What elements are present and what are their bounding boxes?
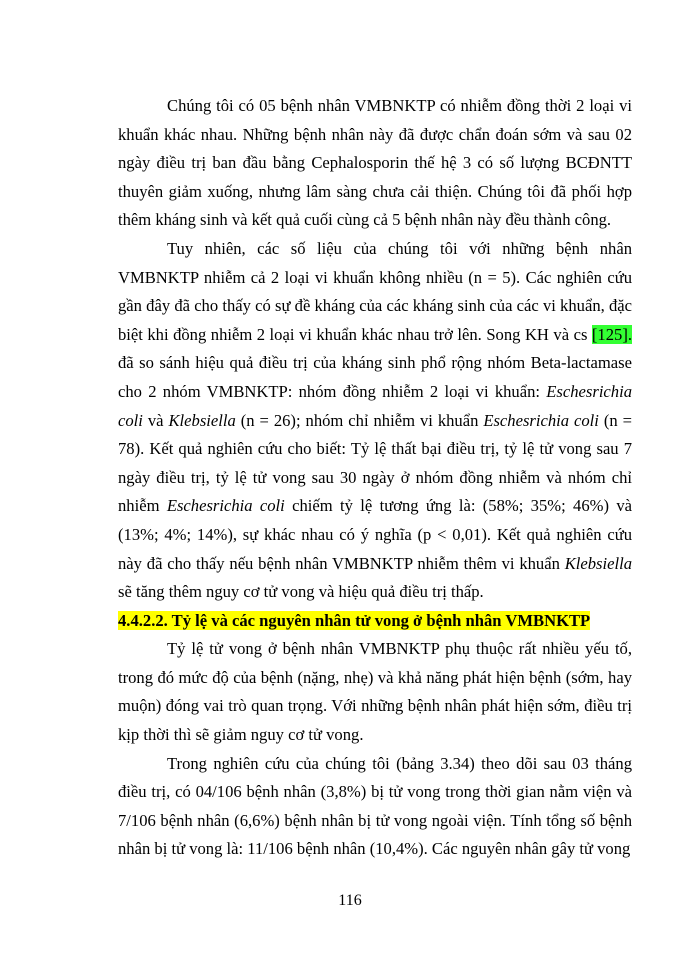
paragraph-2-text-a: Tuy nhiên, các số liệu của chúng tôi với những bệnh nhân VMBNKTP nhiễm cả 2 loại vi khuẩn không nhiều (n = 5). Các nghiên cứu gần đây đã cho thấy có sự đề kháng của các kháng sinh của các vi khuẩn, đặc biệt khi đồng nhiễm 2 loại vi khuẩn khác nhau trở lên. Song KH và cs: [118, 238, 632, 344]
section-heading: [118, 607, 632, 636]
paragraph-2-text-c: và: [142, 410, 169, 430]
paragraph-2-text-f: chiếm tỷ lệ tương ứng là: (58%; 35%; 46%) và (13%; 4%; 14%), sự khác nhau có ý nghĩa (p < 0,01). Kết quả nghiên cứu này đã cho thấy nếu bệnh nhân VMBNKTP nhiễm thêm vi khuẩn: [118, 496, 633, 573]
paragraph-2: [118, 235, 632, 607]
paragraph-2-text-e: (n = 78). Kết quả nghiên cứu cho biết: Tỷ lệ thất bại điều trị, tỷ lệ tử vong sau 7 ngày điều trị, tỷ lệ tử vong sau 30 ngày ở nhóm đồng nhiễm và nhóm chỉ nhiễm: [118, 410, 632, 516]
species-name: Klebsiella: [564, 553, 632, 573]
paragraph-2-text-d: (n = 26); nhóm chỉ nhiễm vi khuẩn: [235, 410, 484, 430]
paragraph-2-text-b: đã so sánh hiệu quả điều trị của kháng sinh phổ rộng nhóm Beta-lactamase cho 2 nhóm VMBNKTP: nhóm đồng nhiễm 2 loại vi khuẩn:: [118, 353, 632, 401]
species-name: Klebsiella: [168, 410, 236, 430]
species-name: Eschesrichia coli: [166, 496, 285, 516]
paragraph-1: Chúng tôi có 05 bệnh nhân VMBNKTP có nhiễm đồng thời 2 loại vi khuẩn khác nhau. Những bệnh nhân này đã được chẩn đoán sớm và sau 02 ngày điều trị ban đầu bằng Cephalosporin thế hệ 3 có số lượng BCĐNTT thuyên giảm xuống, nhưng lâm sàng chưa cải thiện. Chúng tôi đã phối hợp thêm kháng sinh và kết quả cuối cùng cả 5 bệnh nhân này đều thành công.: [118, 96, 632, 230]
citation-reference[interactable]: [125].: [591, 324, 632, 344]
paragraph-4: Trong nghiên cứu của chúng tôi (bảng 3.34) theo dõi sau 03 tháng điều trị, có 04/106 bệnh nhân (3,8%) bị tử vong trong thời gian nằm viện và 7/106 bệnh nhân (6,6%) bệnh nhân bị tử vong ngoài viện. Tính tổng số bệnh nhân bị tử vong là: 11/106 bệnh nhân (10,4%). Các nguyên nhân gây tử vong: [118, 753, 632, 859]
section-heading-text: 4.4.2.2. Tỷ lệ và các nguyên nhân tử vong ở bệnh nhân VMBNKTP: [118, 610, 591, 630]
page-number: 116: [338, 892, 362, 909]
paragraph-2-text-g: sẽ tăng thêm nguy cơ tử vong và hiệu quả điều trị thấp.: [118, 582, 484, 602]
species-name: Eschesrichia coli: [483, 410, 599, 430]
paragraph-3: Tỷ lệ tử vong ở bệnh nhân VMBNKTP phụ thuộc rất nhiều yếu tố, trong đó mức độ của bệnh (nặng, nhẹ) và khả năng phát hiện bệnh (sớm, hay muộn) đóng vai trò quan trọng. Với những bệnh nhân phát hiện sớm, điều trị kịp thời thì sẽ giảm nguy cơ tử vong.: [118, 639, 632, 745]
document-body: [118, 92, 632, 864]
species-name: Eschesrichia coli: [118, 381, 632, 430]
